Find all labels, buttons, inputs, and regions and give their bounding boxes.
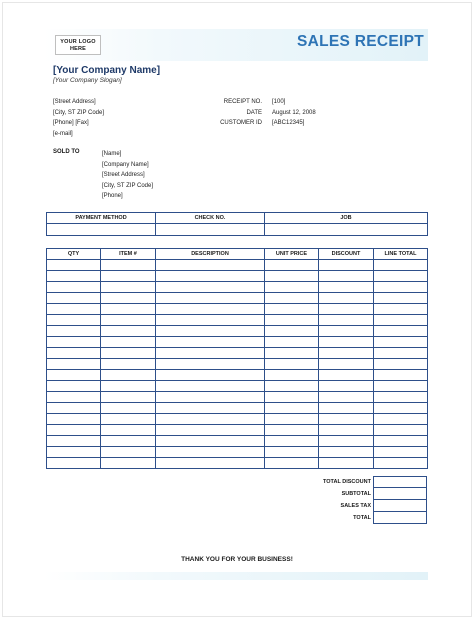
total-discount-label: TOTAL DISCOUNT	[323, 479, 371, 485]
discount-cell[interactable]	[319, 293, 374, 304]
item-no-cell[interactable]	[101, 271, 156, 282]
table-row	[47, 370, 428, 381]
discount-cell[interactable]	[319, 425, 374, 436]
phone-fax: [Phone] [Fax]	[53, 120, 89, 126]
document-title: SALES RECEIPT	[296, 33, 424, 50]
check-no-cell[interactable]	[156, 224, 265, 236]
qty-cell[interactable]	[47, 315, 101, 326]
payment-method-cell[interactable]	[47, 224, 156, 236]
item-no-cell[interactable]	[101, 436, 156, 447]
total-discount-value[interactable]	[373, 476, 427, 488]
description-cell[interactable]	[156, 282, 265, 293]
sold-to-block	[102, 149, 153, 202]
subtotal-row	[263, 488, 427, 500]
payment-row	[47, 224, 428, 236]
description-cell[interactable]	[156, 315, 265, 326]
discount-header: DISCOUNT	[319, 249, 374, 260]
unit-price-cell[interactable]	[265, 260, 319, 271]
discount-cell[interactable]	[319, 315, 374, 326]
item-no-cell[interactable]	[101, 425, 156, 436]
item-no-cell[interactable]	[101, 381, 156, 392]
discount-cell[interactable]	[319, 370, 374, 381]
unit-price-cell[interactable]	[265, 326, 319, 337]
item-no-cell[interactable]	[101, 304, 156, 315]
description-cell[interactable]	[156, 447, 265, 458]
totals-block	[263, 476, 427, 524]
item-no-cell[interactable]	[101, 370, 156, 381]
line-total-cell[interactable]	[374, 260, 428, 271]
qty-cell[interactable]	[47, 337, 101, 348]
table-row	[47, 348, 428, 359]
description-cell[interactable]	[156, 348, 265, 359]
discount-cell[interactable]	[319, 436, 374, 447]
footer-band	[44, 572, 428, 580]
date-label: DATE	[246, 109, 262, 116]
description-cell[interactable]	[156, 414, 265, 425]
line-total-cell[interactable]	[374, 403, 428, 414]
line-total-cell[interactable]	[374, 447, 428, 458]
unit-price-cell[interactable]	[265, 304, 319, 315]
description-cell[interactable]	[156, 337, 265, 348]
sold-to-phone: [Phone]	[102, 193, 123, 199]
total-value[interactable]	[373, 512, 427, 524]
job-cell[interactable]	[265, 224, 428, 236]
qty-cell[interactable]	[47, 414, 101, 425]
unit-price-cell[interactable]	[265, 425, 319, 436]
table-row	[47, 282, 428, 293]
table-row	[47, 436, 428, 447]
table-row	[47, 447, 428, 458]
line-total-cell[interactable]	[374, 315, 428, 326]
line-total-header: LINE TOTAL	[374, 249, 428, 260]
unit-price-header: UNIT PRICE	[265, 249, 319, 260]
qty-cell[interactable]	[47, 282, 101, 293]
unit-price-cell[interactable]	[265, 271, 319, 282]
table-row	[47, 315, 428, 326]
discount-cell[interactable]	[319, 359, 374, 370]
thank-you-message: THANK YOU FOR YOUR BUSINESS!	[181, 556, 293, 563]
qty-cell[interactable]	[47, 271, 101, 282]
table-row	[47, 304, 428, 315]
table-row	[47, 425, 428, 436]
line-total-cell[interactable]	[374, 458, 428, 469]
description-cell[interactable]	[156, 425, 265, 436]
qty-cell[interactable]	[47, 392, 101, 403]
description-cell[interactable]	[156, 392, 265, 403]
qty-cell[interactable]	[47, 425, 101, 436]
description-header: DESCRIPTION	[156, 249, 265, 260]
discount-cell[interactable]	[319, 260, 374, 271]
line-items-table	[46, 248, 428, 469]
city-state-zip: [City, ST ZIP Code]	[53, 109, 105, 116]
line-total-cell[interactable]	[374, 293, 428, 304]
line-total-cell[interactable]	[374, 359, 428, 370]
qty-cell[interactable]	[47, 304, 101, 315]
description-cell[interactable]	[156, 326, 265, 337]
unit-price-cell[interactable]	[265, 337, 319, 348]
table-row	[47, 271, 428, 282]
receipt-no-label: RECEIPT NO.	[223, 99, 262, 105]
description-cell[interactable]	[156, 260, 265, 271]
payment-method-header: PAYMENT METHOD	[47, 213, 156, 224]
discount-cell[interactable]	[319, 447, 374, 458]
table-row	[47, 359, 428, 370]
item-no-cell[interactable]	[101, 458, 156, 469]
receipt-info-values	[272, 97, 316, 129]
item-no-cell[interactable]	[101, 293, 156, 304]
qty-cell[interactable]	[47, 359, 101, 370]
subtotal-label: SUBTOTAL	[341, 491, 371, 497]
discount-cell[interactable]	[319, 403, 374, 414]
receipt-no-value: [100]	[272, 99, 286, 105]
discount-cell[interactable]	[319, 392, 374, 403]
qty-cell[interactable]	[47, 447, 101, 458]
discount-cell[interactable]	[319, 348, 374, 359]
table-row	[47, 414, 428, 425]
table-row	[47, 392, 428, 403]
logo-line-1: YOUR LOGO	[60, 39, 96, 45]
item-no-cell[interactable]	[101, 337, 156, 348]
qty-cell[interactable]	[47, 403, 101, 414]
description-cell[interactable]	[156, 381, 265, 392]
item-no-cell[interactable]	[101, 260, 156, 271]
check-no-header: CHECK NO.	[156, 213, 265, 224]
unit-price-cell[interactable]	[265, 293, 319, 304]
items-body	[47, 260, 428, 469]
item-no-cell[interactable]	[101, 403, 156, 414]
qty-cell[interactable]	[47, 293, 101, 304]
discount-cell[interactable]	[319, 304, 374, 315]
email: [e-mail]	[53, 130, 73, 137]
table-row	[47, 458, 428, 469]
discount-cell[interactable]	[319, 381, 374, 392]
line-total-cell[interactable]	[374, 381, 428, 392]
sold-to-company: [Company Name]	[102, 161, 149, 168]
line-total-cell[interactable]	[374, 326, 428, 337]
table-row	[47, 381, 428, 392]
description-cell[interactable]	[156, 304, 265, 315]
item-no-header: ITEM #	[101, 249, 156, 260]
company-name: [Your Company Name]	[53, 65, 161, 76]
sales-tax-label: SALES TAX	[340, 503, 371, 509]
qty-cell[interactable]	[47, 260, 101, 271]
company-address-block	[53, 97, 104, 139]
item-no-cell[interactable]	[101, 392, 156, 403]
line-total-cell[interactable]	[374, 282, 428, 293]
line-total-cell[interactable]	[374, 370, 428, 381]
qty-header: QTY	[47, 249, 101, 260]
sold-to-street: [Street Address]	[102, 172, 145, 178]
qty-cell[interactable]	[47, 348, 101, 359]
line-total-cell[interactable]	[374, 337, 428, 348]
subtotal-value[interactable]	[373, 488, 427, 500]
date-value: August 12, 2008	[272, 109, 316, 116]
description-cell[interactable]	[156, 436, 265, 447]
unit-price-cell[interactable]	[265, 282, 319, 293]
line-total-cell[interactable]	[374, 348, 428, 359]
table-row	[47, 260, 428, 271]
total-label: TOTAL	[353, 515, 371, 521]
table-row	[47, 403, 428, 414]
company-slogan: [Your Company Slogan]	[53, 77, 122, 84]
sold-to-label: SOLD TO	[53, 149, 80, 155]
unit-price-cell[interactable]	[265, 436, 319, 447]
item-no-cell[interactable]	[101, 414, 156, 425]
description-cell[interactable]	[156, 403, 265, 414]
item-no-cell[interactable]	[101, 282, 156, 293]
qty-cell[interactable]	[47, 381, 101, 392]
unit-price-cell[interactable]	[265, 370, 319, 381]
street-address: [Street Address]	[53, 99, 96, 105]
table-row	[47, 337, 428, 348]
discount-cell[interactable]	[319, 458, 374, 469]
line-total-cell[interactable]	[374, 414, 428, 425]
payment-table	[46, 212, 428, 236]
unit-price-cell[interactable]	[265, 403, 319, 414]
unit-price-cell[interactable]	[265, 447, 319, 458]
line-total-cell[interactable]	[374, 304, 428, 315]
sales-tax-value[interactable]	[373, 500, 427, 512]
table-row	[47, 326, 428, 337]
qty-cell[interactable]	[47, 326, 101, 337]
discount-cell[interactable]	[319, 271, 374, 282]
unit-price-cell[interactable]	[265, 315, 319, 326]
job-header: JOB	[265, 213, 428, 224]
item-no-cell[interactable]	[101, 447, 156, 458]
discount-cell[interactable]	[319, 337, 374, 348]
sold-to-city: [City, ST ZIP Code]	[102, 182, 154, 189]
unit-price-cell[interactable]	[265, 359, 319, 370]
logo-placeholder	[55, 35, 101, 55]
unit-price-cell[interactable]	[265, 414, 319, 425]
discount-cell[interactable]	[319, 282, 374, 293]
qty-cell[interactable]	[47, 458, 101, 469]
total-row	[263, 512, 427, 524]
items-header-row	[47, 249, 428, 260]
line-total-cell[interactable]	[374, 392, 428, 403]
item-no-cell[interactable]	[101, 348, 156, 359]
customer-id-value: [ABC12345]	[272, 120, 305, 126]
discount-cell[interactable]	[319, 326, 374, 337]
qty-cell[interactable]	[47, 436, 101, 447]
description-cell[interactable]	[156, 458, 265, 469]
item-no-cell[interactable]	[101, 359, 156, 370]
receipt-info-labels	[190, 97, 262, 129]
qty-cell[interactable]	[47, 370, 101, 381]
payment-header-row	[47, 213, 428, 224]
discount-cell[interactable]	[319, 414, 374, 425]
unit-price-cell[interactable]	[265, 458, 319, 469]
unit-price-cell[interactable]	[265, 348, 319, 359]
description-cell[interactable]	[156, 370, 265, 381]
sales-tax-row	[263, 500, 427, 512]
description-cell[interactable]	[156, 271, 265, 282]
description-cell[interactable]	[156, 359, 265, 370]
item-no-cell[interactable]	[101, 326, 156, 337]
total-discount-row	[263, 476, 427, 488]
line-total-cell[interactable]	[374, 425, 428, 436]
item-no-cell[interactable]	[101, 315, 156, 326]
description-cell[interactable]	[156, 293, 265, 304]
line-total-cell[interactable]	[374, 271, 428, 282]
table-row	[47, 293, 428, 304]
line-total-cell[interactable]	[374, 436, 428, 447]
customer-id-label: CUSTOMER ID	[220, 120, 262, 126]
unit-price-cell[interactable]	[265, 392, 319, 403]
logo-line-2: HERE	[69, 46, 87, 52]
unit-price-cell[interactable]	[265, 381, 319, 392]
sold-to-name: [Name]	[102, 151, 122, 157]
